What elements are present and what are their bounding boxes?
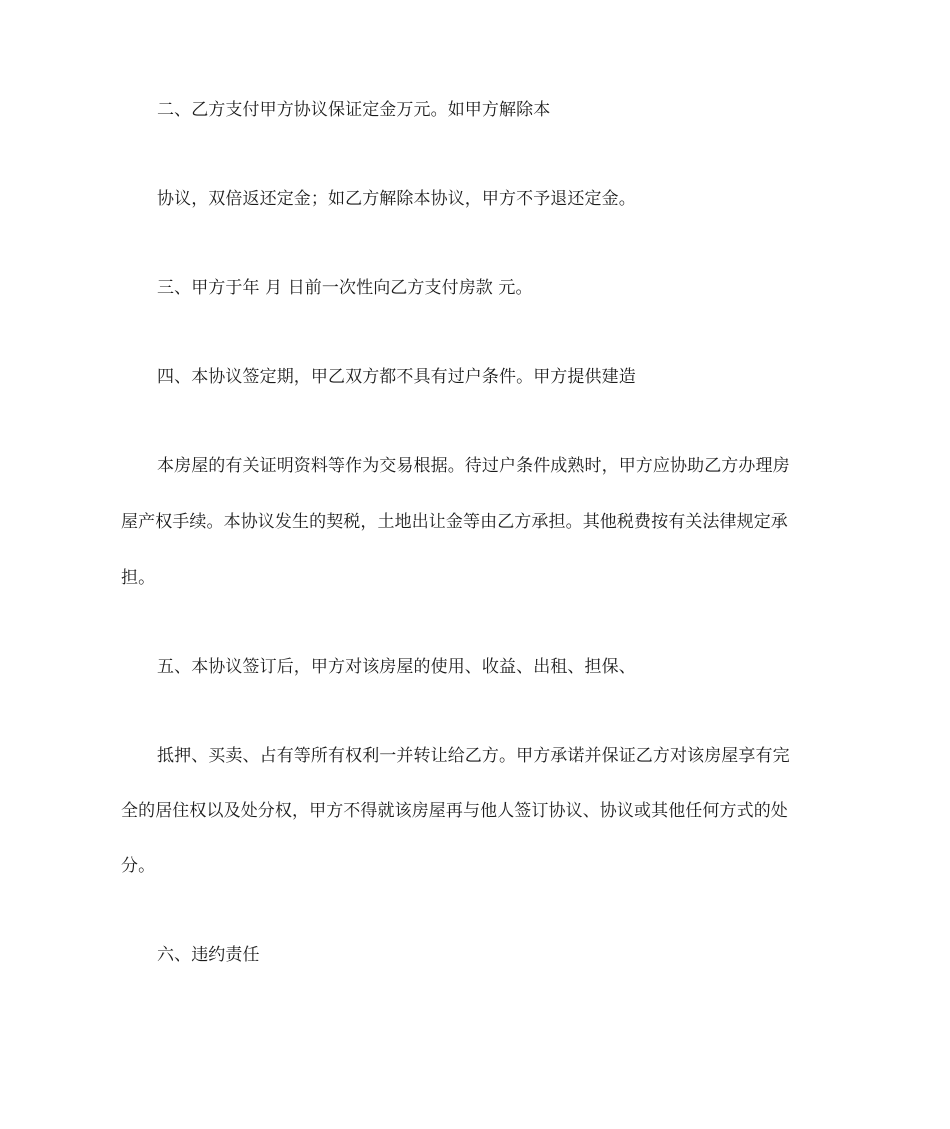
clause-4-line-2: 本房屋的有关证明资料等作为交易根据。待过户条件成熟时，甲方应协助乙方办理房 [157,456,790,476]
clause-5-line-3: 全的居住权以及处分权，甲方不得就该房屋再与他人签订协议、协议或其他任何方式的处 [121,801,788,821]
clause-2-line-2: 协议，双倍返还定金；如乙方解除本协议，甲方不予退还定金。 [157,189,636,209]
clause-4-line-1: 四、本协议签定期，甲乙双方都不具有过户条件。甲方提供建造 [157,367,636,387]
clause-5-line-4: 分。 [121,856,156,876]
clause-2-line-1: 二、乙方支付甲方协议保证定金万元。如甲方解除本 [157,100,551,120]
clause-5-line-2: 抵押、买卖、占有等所有权利一并转让给乙方。甲方承诺并保证乙方对该房屋享有完 [157,746,790,766]
clause-5-line-1: 五、本协议签订后，甲方对该房屋的使用、收益、出租、担保、 [157,657,636,677]
clause-4-line-3: 屋产权手续。本协议发生的契税，土地出让金等由乙方承担。其他税费按有关法律规定承 [121,512,788,532]
clause-6-heading: 六、违约责任 [157,945,260,965]
clause-3: 三、甲方于年 月 日前一次性向乙方支付房款 元。 [157,278,533,298]
clause-4-line-4: 担。 [121,568,156,588]
